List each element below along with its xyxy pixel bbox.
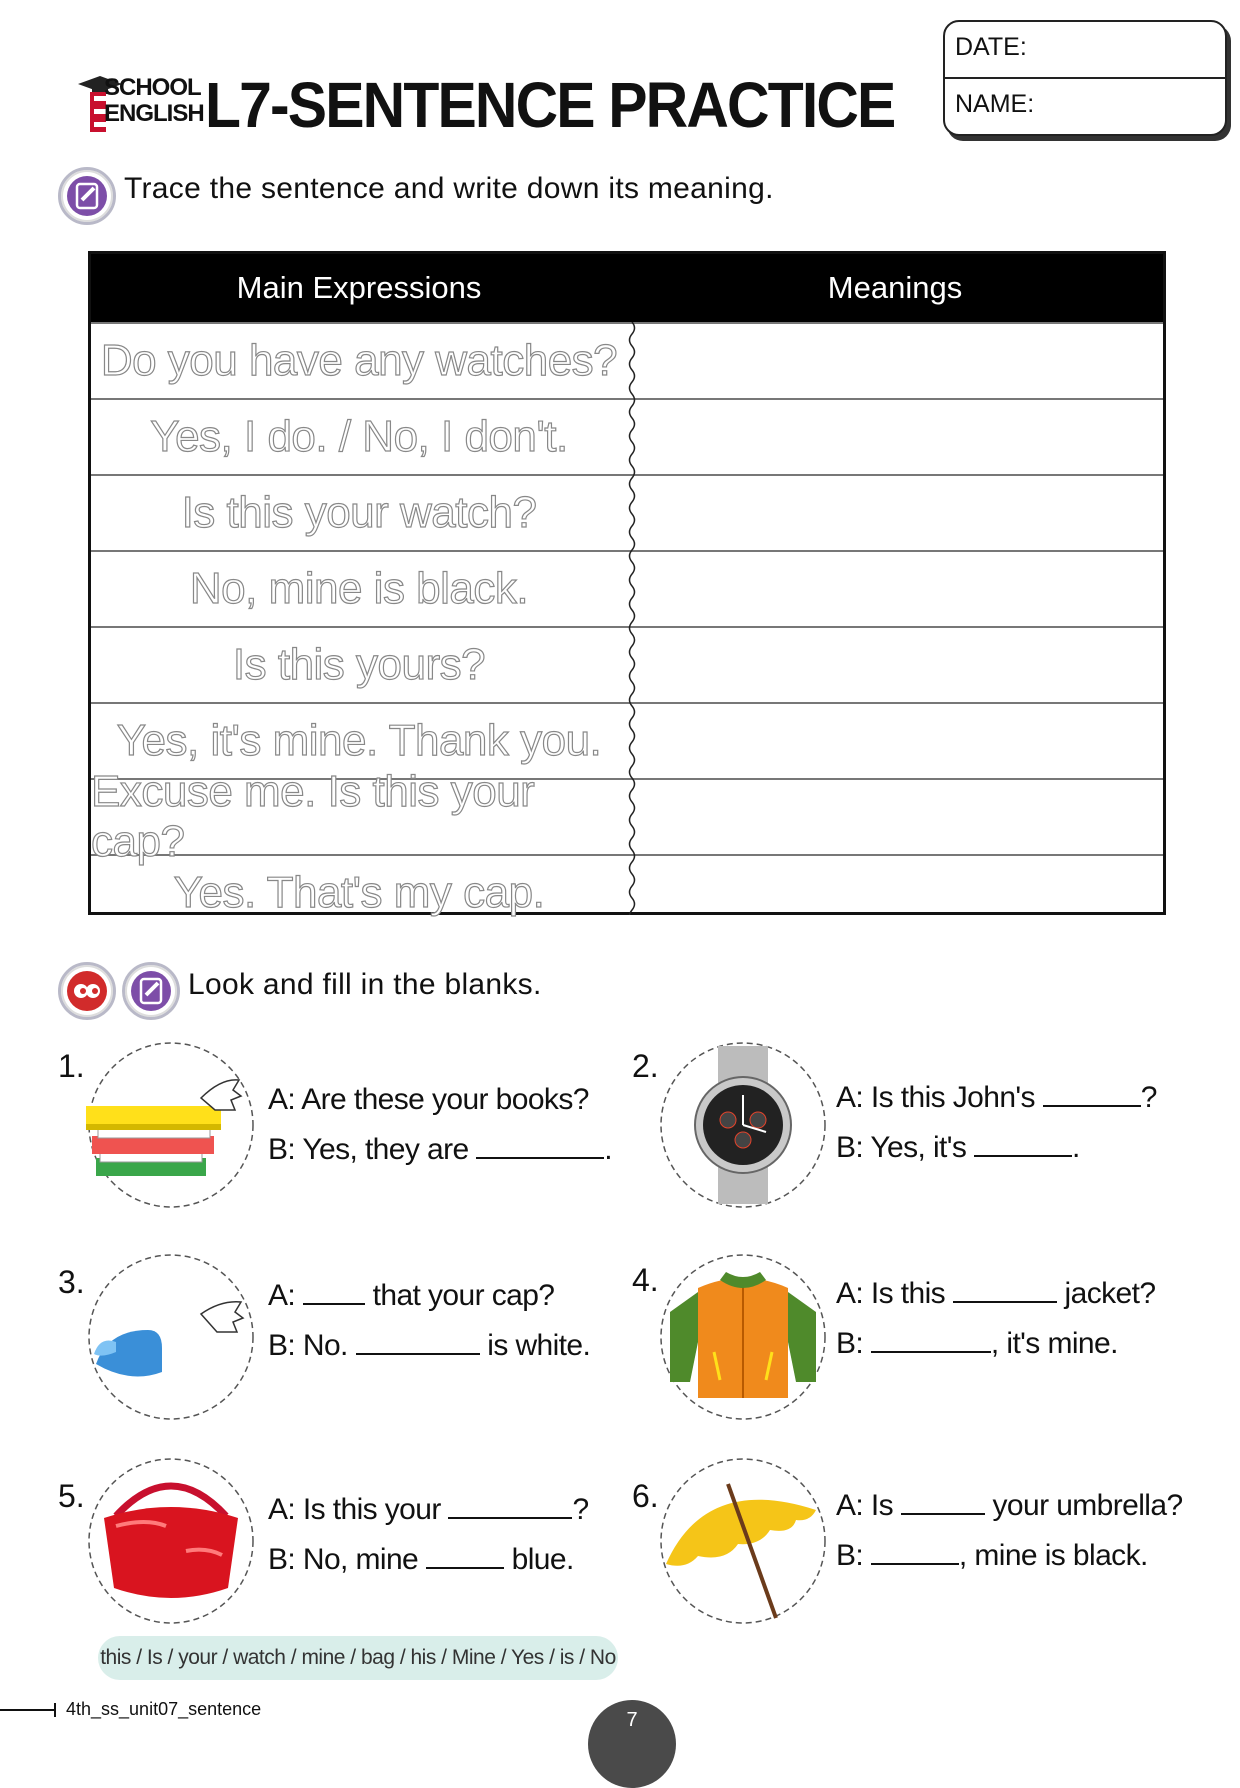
item2-b-post: .	[1072, 1131, 1080, 1164]
item1-a-text: A: Are these your books?	[268, 1083, 589, 1116]
trace-sentence[interactable]: Excuse me. Is this your cap?	[91, 767, 535, 866]
item3-b-text: B: No.	[268, 1329, 348, 1362]
item3-line-a	[268, 1279, 554, 1313]
meaning-cell[interactable]	[627, 552, 1163, 626]
umbrella-icon	[658, 1456, 828, 1626]
item5-line-a	[268, 1493, 589, 1527]
item-number: 3.	[58, 1264, 85, 1300]
item5-line-b	[268, 1543, 574, 1577]
item6-a-text: A: Is	[836, 1489, 894, 1522]
name-label: NAME:	[955, 90, 1035, 118]
page-number: 7	[588, 1700, 676, 1788]
item2-a-post: ?	[1140, 1081, 1157, 1114]
section1-instruction: Trace the sentence and write down its meaning.	[124, 172, 774, 205]
trace-sentence[interactable]: No, mine is black.	[189, 564, 529, 613]
blank[interactable]	[974, 1131, 1072, 1157]
trace-sentence[interactable]: Do you have any watches?	[100, 336, 618, 385]
name-field[interactable]	[945, 79, 1225, 134]
handbag-icon	[86, 1456, 256, 1626]
trace-sentence[interactable]: Yes. That's my cap.	[173, 868, 545, 917]
meaning-cell[interactable]	[627, 856, 1163, 930]
item2-b-text: B: Yes, it's	[836, 1131, 967, 1164]
item4-a-post: jacket?	[1064, 1277, 1156, 1310]
blank[interactable]	[476, 1133, 604, 1159]
meaning-cell[interactable]	[627, 324, 1163, 398]
trace-sentence[interactable]: Is this your watch?	[181, 488, 537, 537]
meaning-cell[interactable]	[627, 704, 1163, 778]
item2-a-text: A: Is this John's	[836, 1081, 1035, 1114]
blank[interactable]	[303, 1279, 365, 1305]
wristwatch-icon	[658, 1040, 828, 1210]
wavy-divider	[627, 322, 637, 915]
item1-b-text: B: Yes, they are	[268, 1133, 469, 1166]
item-number: 6.	[632, 1478, 659, 1514]
pencil-icon	[58, 167, 116, 225]
item-number: 1.	[58, 1048, 85, 1084]
col-main-expressions: Main Expressions	[236, 270, 482, 305]
table-header	[91, 254, 1163, 322]
item1-b-post: .	[604, 1133, 613, 1166]
item5-b-post: blue.	[511, 1543, 574, 1576]
footer-rule	[0, 1709, 56, 1711]
date-field[interactable]	[945, 22, 1225, 79]
meaning-cell[interactable]	[627, 476, 1163, 550]
blank[interactable]	[901, 1489, 985, 1515]
item5-b-text: B: No, mine	[268, 1543, 419, 1576]
blank[interactable]	[356, 1329, 480, 1355]
item3-a-post: that your cap?	[372, 1279, 555, 1312]
meaning-cell[interactable]	[627, 780, 1163, 854]
blank[interactable]	[448, 1493, 572, 1519]
trace-sentence[interactable]: Yes, I do. / No, I don't.	[150, 412, 568, 461]
item-number: 5.	[58, 1478, 85, 1514]
item4-line-a	[836, 1277, 1155, 1311]
item3-b-post: is white.	[487, 1329, 591, 1362]
item1-line-a	[268, 1083, 589, 1117]
footer-tick	[54, 1703, 56, 1717]
date-name-box	[943, 20, 1227, 136]
item6-b-post: , mine is black.	[958, 1539, 1148, 1572]
page-title: L7-SENTENCE PRACTICE	[205, 69, 895, 141]
expressions-table	[88, 251, 1166, 915]
item3-a-text: A:	[268, 1279, 296, 1312]
books-icon	[86, 1040, 256, 1210]
item2-line-a	[836, 1081, 1157, 1115]
item2-line-b	[836, 1131, 1080, 1165]
item5-a-text: A: Is this your	[268, 1493, 441, 1526]
item6-b-text: B:	[836, 1539, 864, 1572]
item1-line-b	[268, 1133, 612, 1167]
eyes-icon	[58, 962, 116, 1020]
item6-line-b	[836, 1539, 1148, 1573]
blank[interactable]	[871, 1539, 959, 1565]
blank[interactable]	[953, 1277, 1057, 1303]
meaning-cell[interactable]	[627, 628, 1163, 702]
item4-a-text: A: Is this	[836, 1277, 946, 1310]
item-number: 4.	[632, 1262, 659, 1298]
item4-b-text: B:	[836, 1327, 864, 1360]
footer-code: 4th_ss_unit07_sentence	[66, 1699, 262, 1719]
item3-line-b	[268, 1329, 590, 1363]
blank[interactable]	[426, 1543, 504, 1569]
logo-english-text: ENGLISH	[104, 100, 204, 127]
col-meanings: Meanings	[827, 270, 963, 305]
pencil-icon	[122, 962, 180, 1020]
logo-school-text: SCHOOL	[104, 74, 201, 101]
item6-line-a	[836, 1489, 1183, 1523]
section2-instruction: Look and fill in the blanks.	[188, 968, 542, 1001]
blank[interactable]	[871, 1327, 991, 1353]
meaning-cell[interactable]	[627, 400, 1163, 474]
school-english-logo	[78, 72, 204, 134]
item4-line-b	[836, 1327, 1118, 1361]
date-label: DATE:	[955, 33, 1027, 61]
item-number: 2.	[632, 1048, 659, 1084]
item5-a-post: ?	[572, 1493, 589, 1526]
trace-sentence[interactable]: Is this yours?	[232, 640, 486, 689]
item6-a-post: your umbrella?	[992, 1489, 1183, 1522]
jacket-icon	[658, 1252, 828, 1422]
item4-b-post: , it's mine.	[990, 1327, 1118, 1360]
cap-icon	[86, 1252, 256, 1422]
trace-sentence[interactable]: Yes, it's mine. Thank you.	[116, 716, 602, 765]
blank[interactable]	[1043, 1081, 1141, 1107]
word-bank: this / Is / your / watch / mine / bag / his / Mine / Yes / is / No	[98, 1636, 618, 1680]
